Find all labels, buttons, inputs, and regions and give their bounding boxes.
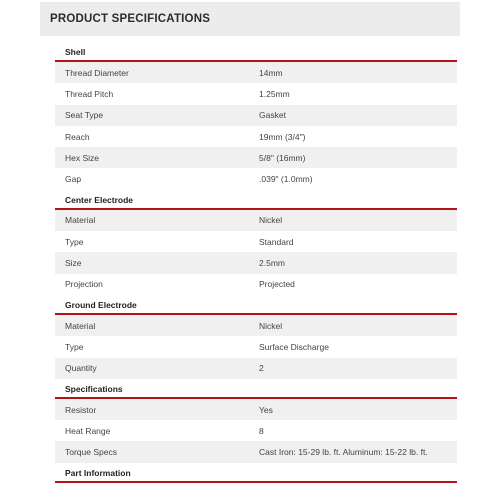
- spec-label: Projection: [65, 279, 103, 290]
- spec-label: Material: [65, 215, 96, 226]
- spec-label: Type: [65, 341, 84, 352]
- spec-row: [55, 336, 457, 357]
- spec-row: [55, 399, 457, 420]
- section-heading: Specifications: [55, 379, 457, 399]
- section-heading: Ground Electrode: [55, 295, 457, 315]
- spec-label: Thread Pitch: [65, 88, 114, 99]
- spec-row: [55, 147, 457, 168]
- spec-row: [55, 105, 457, 126]
- spec-row: [55, 358, 457, 379]
- spec-label: Seat Type: [65, 110, 104, 121]
- section-heading: Part Information: [55, 463, 457, 483]
- section-heading: Shell: [55, 42, 457, 62]
- spec-label: Resistor: [65, 404, 97, 415]
- spec-row: [55, 441, 457, 462]
- spec-row: [55, 168, 457, 189]
- spec-label: Type: [65, 236, 84, 247]
- spec-row: [55, 315, 457, 336]
- spec-label: Gap: [65, 174, 82, 185]
- spec-value: Surface Discharge: [259, 341, 329, 352]
- spec-value: 19mm (3/4"): [259, 131, 306, 142]
- spec-value: Nickel: [259, 215, 283, 226]
- spec-value: Yes: [259, 404, 273, 415]
- spec-row: [55, 83, 457, 104]
- spec-label: Reach: [65, 131, 90, 142]
- spec-value: 2: [259, 363, 264, 374]
- spec-row: [55, 62, 457, 83]
- spec-value: 5/8" (16mm): [259, 152, 306, 163]
- spec-label: Quantity: [65, 363, 97, 374]
- spec-value: .039" (1.0mm): [259, 174, 313, 185]
- spec-row: [55, 252, 457, 273]
- specifications-table: [55, 42, 457, 483]
- spec-label: Thread Diameter: [65, 67, 129, 78]
- spec-value: Gasket: [259, 110, 286, 121]
- spec-value: 8: [259, 425, 264, 436]
- spec-label: Heat Range: [65, 425, 111, 436]
- spec-label: Material: [65, 320, 96, 331]
- spec-value: 14mm: [259, 67, 283, 78]
- spec-row: [55, 420, 457, 441]
- spec-value: Nickel: [259, 320, 283, 331]
- spec-label: Torque Specs: [65, 447, 117, 458]
- spec-value: Cast Iron: 15-29 lb. ft. Aluminum: 15-22 lb. ft.: [259, 447, 428, 458]
- spec-value: Projected: [259, 279, 295, 290]
- spec-row: [55, 126, 457, 147]
- spec-row: [55, 274, 457, 295]
- title-bar: [40, 2, 460, 36]
- spec-row: [55, 231, 457, 252]
- spec-label: Size: [65, 258, 82, 269]
- spec-value: 1.25mm: [259, 88, 290, 99]
- spec-row: [55, 210, 457, 231]
- spec-label: Hex Size: [65, 152, 100, 163]
- spec-value: 2.5mm: [259, 258, 285, 269]
- section-heading: Center Electrode: [55, 190, 457, 210]
- spec-value: Standard: [259, 236, 294, 247]
- page-title: PRODUCT SPECIFICATIONS: [50, 13, 211, 25]
